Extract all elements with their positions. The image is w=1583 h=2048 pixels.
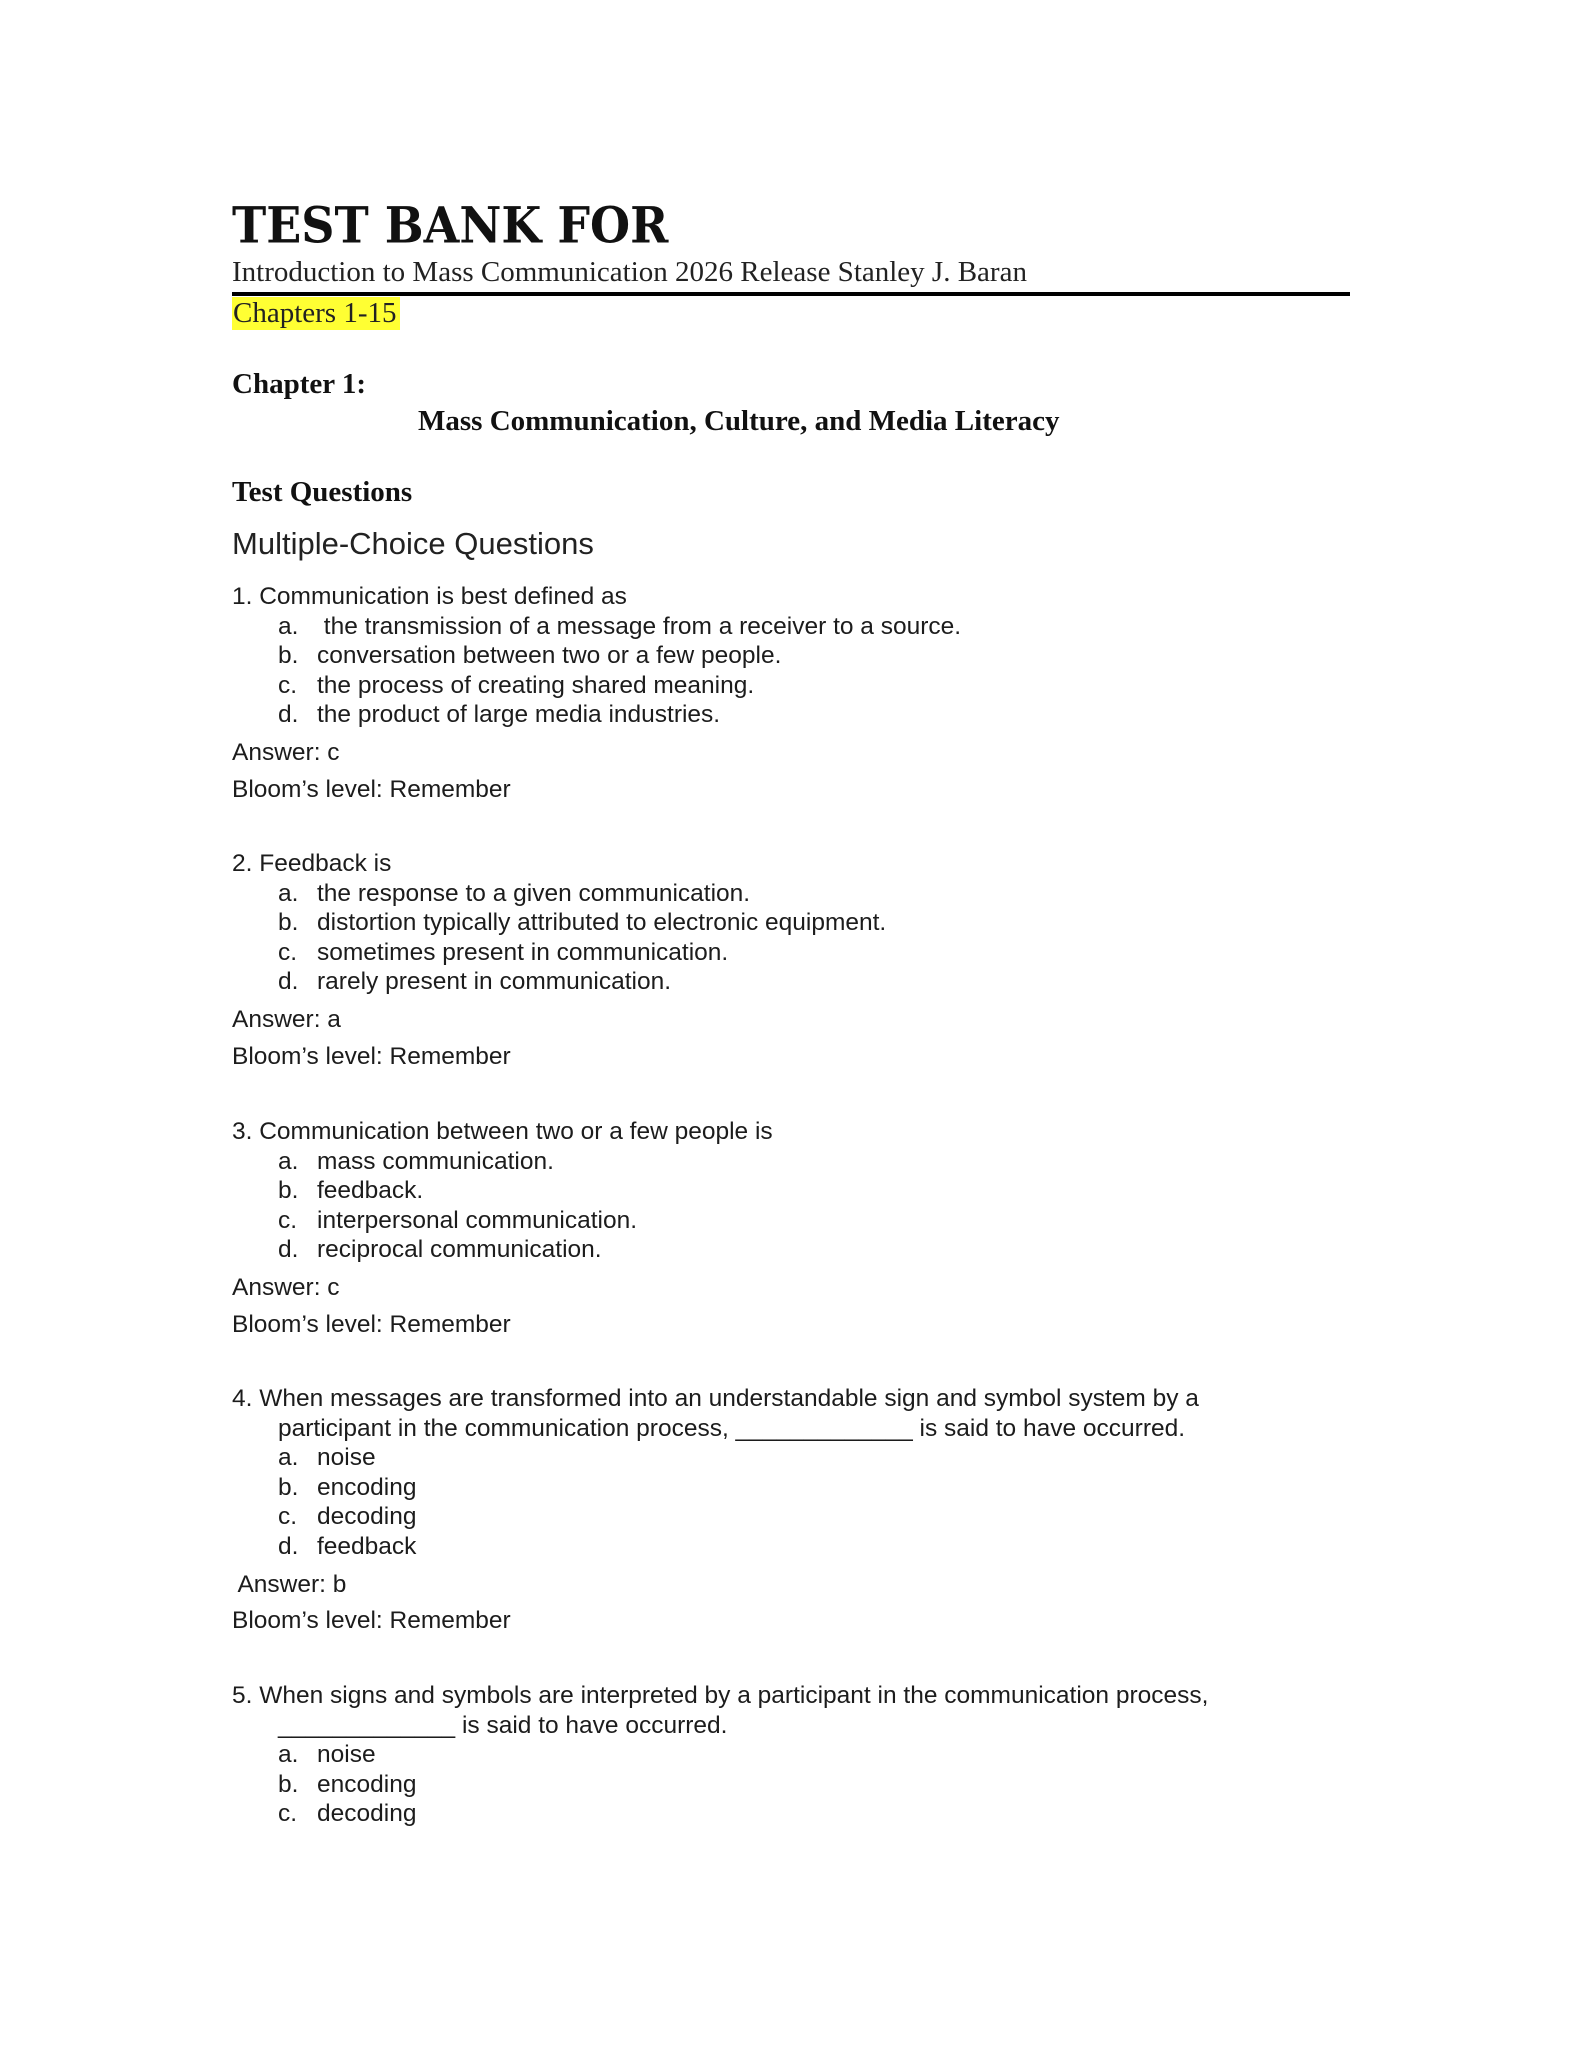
option-text: feedback.	[317, 1177, 424, 1205]
answer-line: Answer: c	[232, 738, 340, 766]
option-text: decoding	[317, 1503, 417, 1531]
chapters-highlight: Chapters 1-15	[232, 297, 400, 330]
option-text: the response to a given communication.	[317, 879, 751, 907]
option-text: noise	[317, 1444, 376, 1472]
option-d	[232, 1532, 1199, 1562]
option-letter: a.	[278, 1147, 299, 1175]
section-heading: Test Questions	[232, 476, 413, 508]
option-text: the transmission of a message from a receiver to a source.	[317, 612, 962, 640]
section-subheading: Multiple-Choice Questions	[232, 526, 594, 561]
option-letter: b.	[278, 1177, 299, 1205]
option-letter: b.	[278, 1473, 299, 1501]
option-letter: d.	[278, 1532, 299, 1560]
option-text: rarely present in communication.	[317, 968, 672, 996]
option-list	[232, 612, 961, 730]
option-a	[232, 1443, 1199, 1473]
option-text: the process of creating shared meaning.	[317, 671, 755, 699]
question-5	[232, 1681, 1208, 1829]
option-d	[232, 967, 886, 997]
option-a	[232, 1740, 1208, 1770]
option-c	[232, 1206, 773, 1236]
option-letter: b.	[278, 909, 299, 937]
option-b	[232, 908, 886, 938]
question-stem: 2. Feedback is	[232, 850, 392, 877]
option-text: encoding	[317, 1473, 417, 1501]
option-c	[232, 1502, 1199, 1532]
option-text: noise	[317, 1741, 376, 1769]
option-letter: d.	[278, 1236, 299, 1264]
option-d	[232, 700, 961, 730]
option-text: conversation between two or a few people.	[317, 642, 782, 670]
option-letter: d.	[278, 701, 299, 729]
option-text: feedback	[317, 1532, 417, 1560]
header-rule	[232, 292, 1350, 296]
option-text: decoding	[317, 1800, 417, 1828]
option-text: sometimes present in communication.	[317, 938, 729, 966]
question-stem-continued: _____________ is said to have occurred.	[278, 1711, 728, 1739]
option-letter: a.	[278, 1444, 299, 1472]
option-text: mass communication.	[317, 1147, 554, 1175]
option-b	[232, 1473, 1199, 1503]
option-letter: c.	[278, 1800, 298, 1828]
chapter-label: Chapter 1:	[232, 368, 366, 400]
option-letter: c.	[278, 1503, 298, 1531]
question-3	[232, 1117, 773, 1339]
option-a	[232, 1147, 773, 1177]
bloom-level: Bloom’s level: Remember	[232, 1042, 511, 1070]
question-stem-continued: participant in the communication process, _____________ is said to have occurred.	[278, 1414, 1186, 1442]
test-bank-title: TEST BANK FOR	[232, 196, 669, 255]
answer-line: Answer: c	[232, 1273, 340, 1301]
bloom-level: Bloom’s level: Remember	[232, 1607, 511, 1635]
question-4	[232, 1384, 1199, 1636]
answer-line: Answer: b	[232, 1570, 347, 1598]
option-letter: b.	[278, 642, 299, 670]
bloom-level: Bloom’s level: Remember	[232, 775, 511, 803]
question-2	[232, 849, 886, 1071]
option-text: reciprocal communication.	[317, 1236, 602, 1264]
option-letter: c.	[278, 1206, 298, 1234]
option-b	[232, 1770, 1208, 1800]
option-letter: d.	[278, 968, 299, 996]
option-letter: c.	[278, 671, 298, 699]
option-list	[232, 879, 886, 997]
option-letter: c.	[278, 938, 298, 966]
option-c	[232, 938, 886, 968]
question-stem: 1. Communication is best defined as	[232, 583, 627, 610]
option-list	[232, 1740, 1208, 1829]
option-a	[232, 879, 886, 909]
option-text: encoding	[317, 1770, 417, 1798]
question-1	[232, 582, 961, 804]
option-d	[232, 1235, 773, 1265]
answer-line: Answer: a	[232, 1005, 341, 1033]
option-b	[232, 1176, 773, 1206]
option-list	[232, 1147, 773, 1265]
option-letter: a.	[278, 612, 299, 640]
option-list	[232, 1443, 1199, 1561]
chapter-title: Mass Communication, Culture, and Media Literacy	[418, 405, 1060, 437]
question-stem: 4. When messages are transformed into an understandable sign and symbol system by a	[232, 1385, 1199, 1412]
option-c	[232, 1799, 1208, 1829]
option-c	[232, 671, 961, 701]
option-letter: b.	[278, 1770, 299, 1798]
option-b	[232, 641, 961, 671]
option-text: interpersonal communication.	[317, 1206, 638, 1234]
option-letter: a.	[278, 879, 299, 907]
bloom-level: Bloom’s level: Remember	[232, 1310, 511, 1338]
question-stem: 5. When signs and symbols are interpreted by a participant in the communication process,	[232, 1682, 1209, 1709]
option-text: the product of large media industries.	[317, 701, 721, 729]
book-subtitle: Introduction to Mass Communication 2026 Release Stanley J. Baran	[232, 256, 1027, 288]
option-a	[232, 612, 961, 642]
question-stem: 3. Communication between two or a few people is	[232, 1118, 773, 1145]
option-letter: a.	[278, 1741, 299, 1769]
option-text: distortion typically attributed to electronic equipment.	[317, 909, 887, 937]
